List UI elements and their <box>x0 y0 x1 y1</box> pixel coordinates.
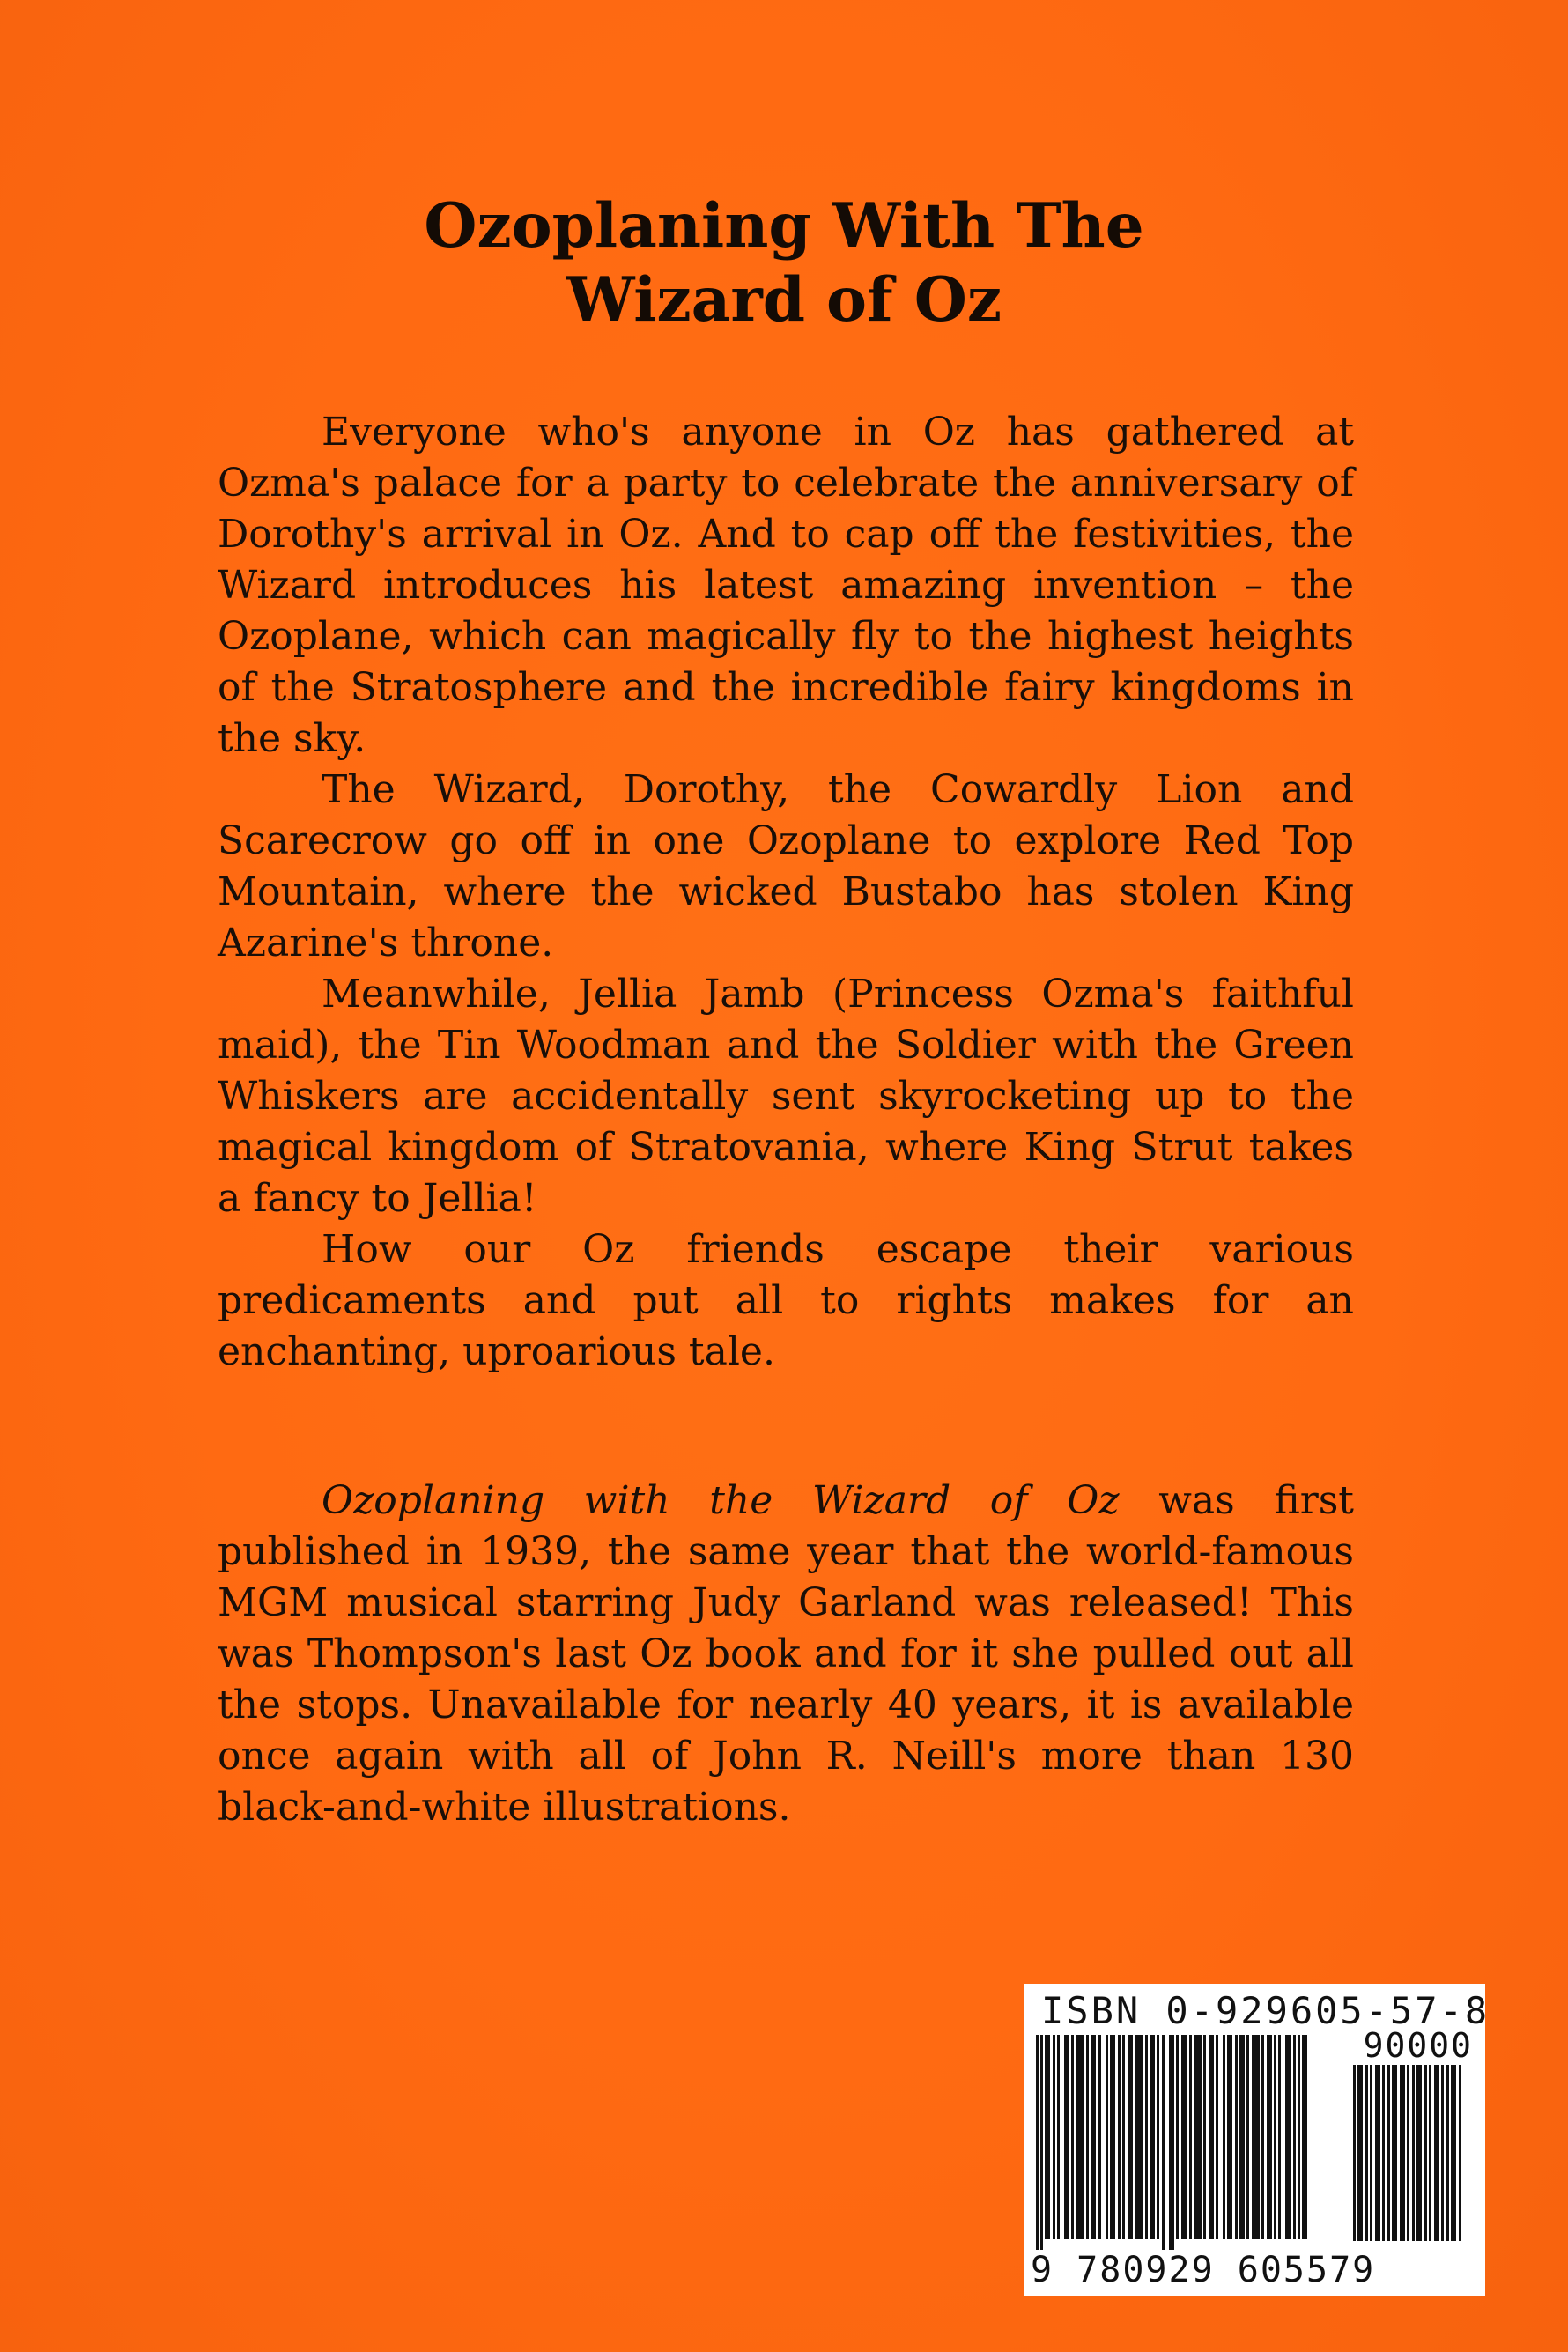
barcode-bar <box>1274 2035 1276 2239</box>
barcode-bar <box>1227 2035 1232 2239</box>
barcode-bar <box>1194 2035 1202 2239</box>
barcode-bar <box>1416 2065 1422 2241</box>
barcode-bar <box>1375 2065 1380 2241</box>
barcode-bar <box>1118 2035 1121 2239</box>
barcode-bar <box>1382 2065 1385 2241</box>
ean-digits: 9 780929 605579 <box>1031 2250 1376 2290</box>
isbn-label: ISBN 0-929605-57-8 <box>1041 1989 1490 2032</box>
barcode-bar <box>1145 2035 1148 2239</box>
barcode-bar <box>1203 2035 1206 2239</box>
barcode-bar <box>1407 2065 1409 2241</box>
barcode-bar <box>1135 2035 1143 2239</box>
blurb-paragraph: How our Oz friends escape their various predicaments and put all to rights makes for an enchanting, uproarious tale. <box>218 1227 1354 1374</box>
barcode-bar <box>1098 2035 1101 2239</box>
barcode-bar <box>1064 2035 1069 2239</box>
barcode-bar <box>1057 2035 1060 2239</box>
barcode-bar <box>1459 2065 1461 2241</box>
barcode-bar <box>1176 2035 1179 2239</box>
barcode-bar <box>1387 2065 1390 2241</box>
barcode-bar <box>1128 2035 1133 2239</box>
blurb-paragraph: The Wizard, Dorothy, the Cowardly Lion and Scarecrow go off in one Ozoplane to explore Red Top Mountain, where the wicked Bustabo has stolen King Azarine's throne. <box>218 767 1354 965</box>
title-line-1: Ozoplaning With The <box>424 190 1144 262</box>
barcode-bar <box>1209 2035 1214 2239</box>
publication-history <box>218 1476 1354 1833</box>
book-title <box>0 189 1568 337</box>
price-code: 90000 <box>1363 2026 1473 2065</box>
barcode-bar <box>1076 2035 1084 2239</box>
barcode-bar <box>1293 2035 1296 2239</box>
barcode-bar <box>1446 2065 1449 2241</box>
barcode-bar <box>1434 2065 1439 2241</box>
barcode-bar <box>1239 2035 1245 2239</box>
blurb-paragraph: Meanwhile, Jellia Jamb (Princess Ozma's faithful maid), the Tin Woodman and the Soldier with the Green Whiskers are accidentally sent skyrocketing up to the magical kingdom of Stratovania, where King Strut takes a fancy to Jellia! <box>218 972 1354 1221</box>
ean-barcode-bars <box>1036 2035 1335 2255</box>
barcode-bar <box>1162 2035 1165 2255</box>
barcode-bar <box>1223 2035 1225 2239</box>
barcode-bar <box>1216 2035 1218 2239</box>
barcode-bar <box>1157 2035 1159 2239</box>
barcode-bar <box>1071 2035 1074 2239</box>
barcode-bar <box>1246 2035 1249 2239</box>
addon-barcode-bars <box>1353 2065 1471 2257</box>
barcode-bar <box>1298 2035 1300 2239</box>
history-text: was first published in 1939, the same year that the world-famous MGM musical starring Judy Garland was released! This was Thompson's last Oz book and for it she pulled out all the stops. Unavailable for nearly 40 years, it is available once again with all of John R. Neill's more than 130 black-and-white illustrations. <box>218 1478 1354 1830</box>
blurb <box>218 407 1354 1378</box>
barcode-bar <box>1429 2065 1431 2241</box>
barcode-bar <box>1261 2035 1264 2239</box>
barcode-bar <box>1285 2035 1291 2239</box>
barcode-bar <box>1392 2065 1397 2241</box>
barcode-bar <box>1451 2065 1456 2241</box>
barcode-bar <box>1370 2065 1372 2241</box>
barcode-bar <box>1181 2035 1187 2239</box>
barcode-bar <box>1169 2035 1174 2255</box>
barcode-bar <box>1110 2035 1115 2239</box>
barcode-bar <box>1278 2035 1281 2239</box>
title-line-2: Wizard of Oz <box>566 264 1002 336</box>
isbn-barcode <box>1024 1984 1490 2296</box>
barcode-bar <box>1353 2065 1356 2241</box>
barcode-bar <box>1441 2065 1444 2241</box>
history-book-title: Ozoplaning with the Wizard of Oz <box>322 1478 1120 1523</box>
barcode-bar <box>1045 2035 1050 2239</box>
barcode-bar <box>1086 2035 1089 2239</box>
barcode-bar <box>1424 2065 1427 2241</box>
barcode-bar <box>1036 2035 1039 2255</box>
history-paragraph <box>218 1476 1354 1833</box>
barcode-bar <box>1400 2065 1405 2241</box>
barcode-bar <box>1053 2035 1055 2239</box>
barcode-bar <box>1122 2035 1125 2239</box>
barcode-bar <box>1365 2065 1368 2241</box>
barcode-bar <box>1302 2035 1307 2239</box>
barcode-bar <box>1412 2065 1415 2241</box>
barcode-bar <box>1267 2035 1272 2239</box>
barcode-bar <box>1106 2035 1108 2239</box>
barcode-bar <box>1040 2035 1043 2255</box>
barcode-bar <box>1091 2035 1096 2239</box>
barcode-bar <box>1252 2035 1260 2239</box>
barcode-bar <box>1189 2035 1192 2239</box>
barcode-bar <box>1150 2035 1155 2239</box>
barcode-bar <box>1235 2035 1238 2239</box>
blurb-paragraph: Everyone who's anyone in Oz has gathered at Ozma's palace for a party to celebrate the anniversary of Dorothy's arrival in Oz. And to cap off the festivities, the Wizard introduces his latest amazing invention – the Ozoplane, which can magically fly to the highest heights of the Stratosphere and the incredible fairy kingdoms in the sky. <box>218 410 1354 761</box>
barcode-bar <box>1357 2065 1363 2241</box>
